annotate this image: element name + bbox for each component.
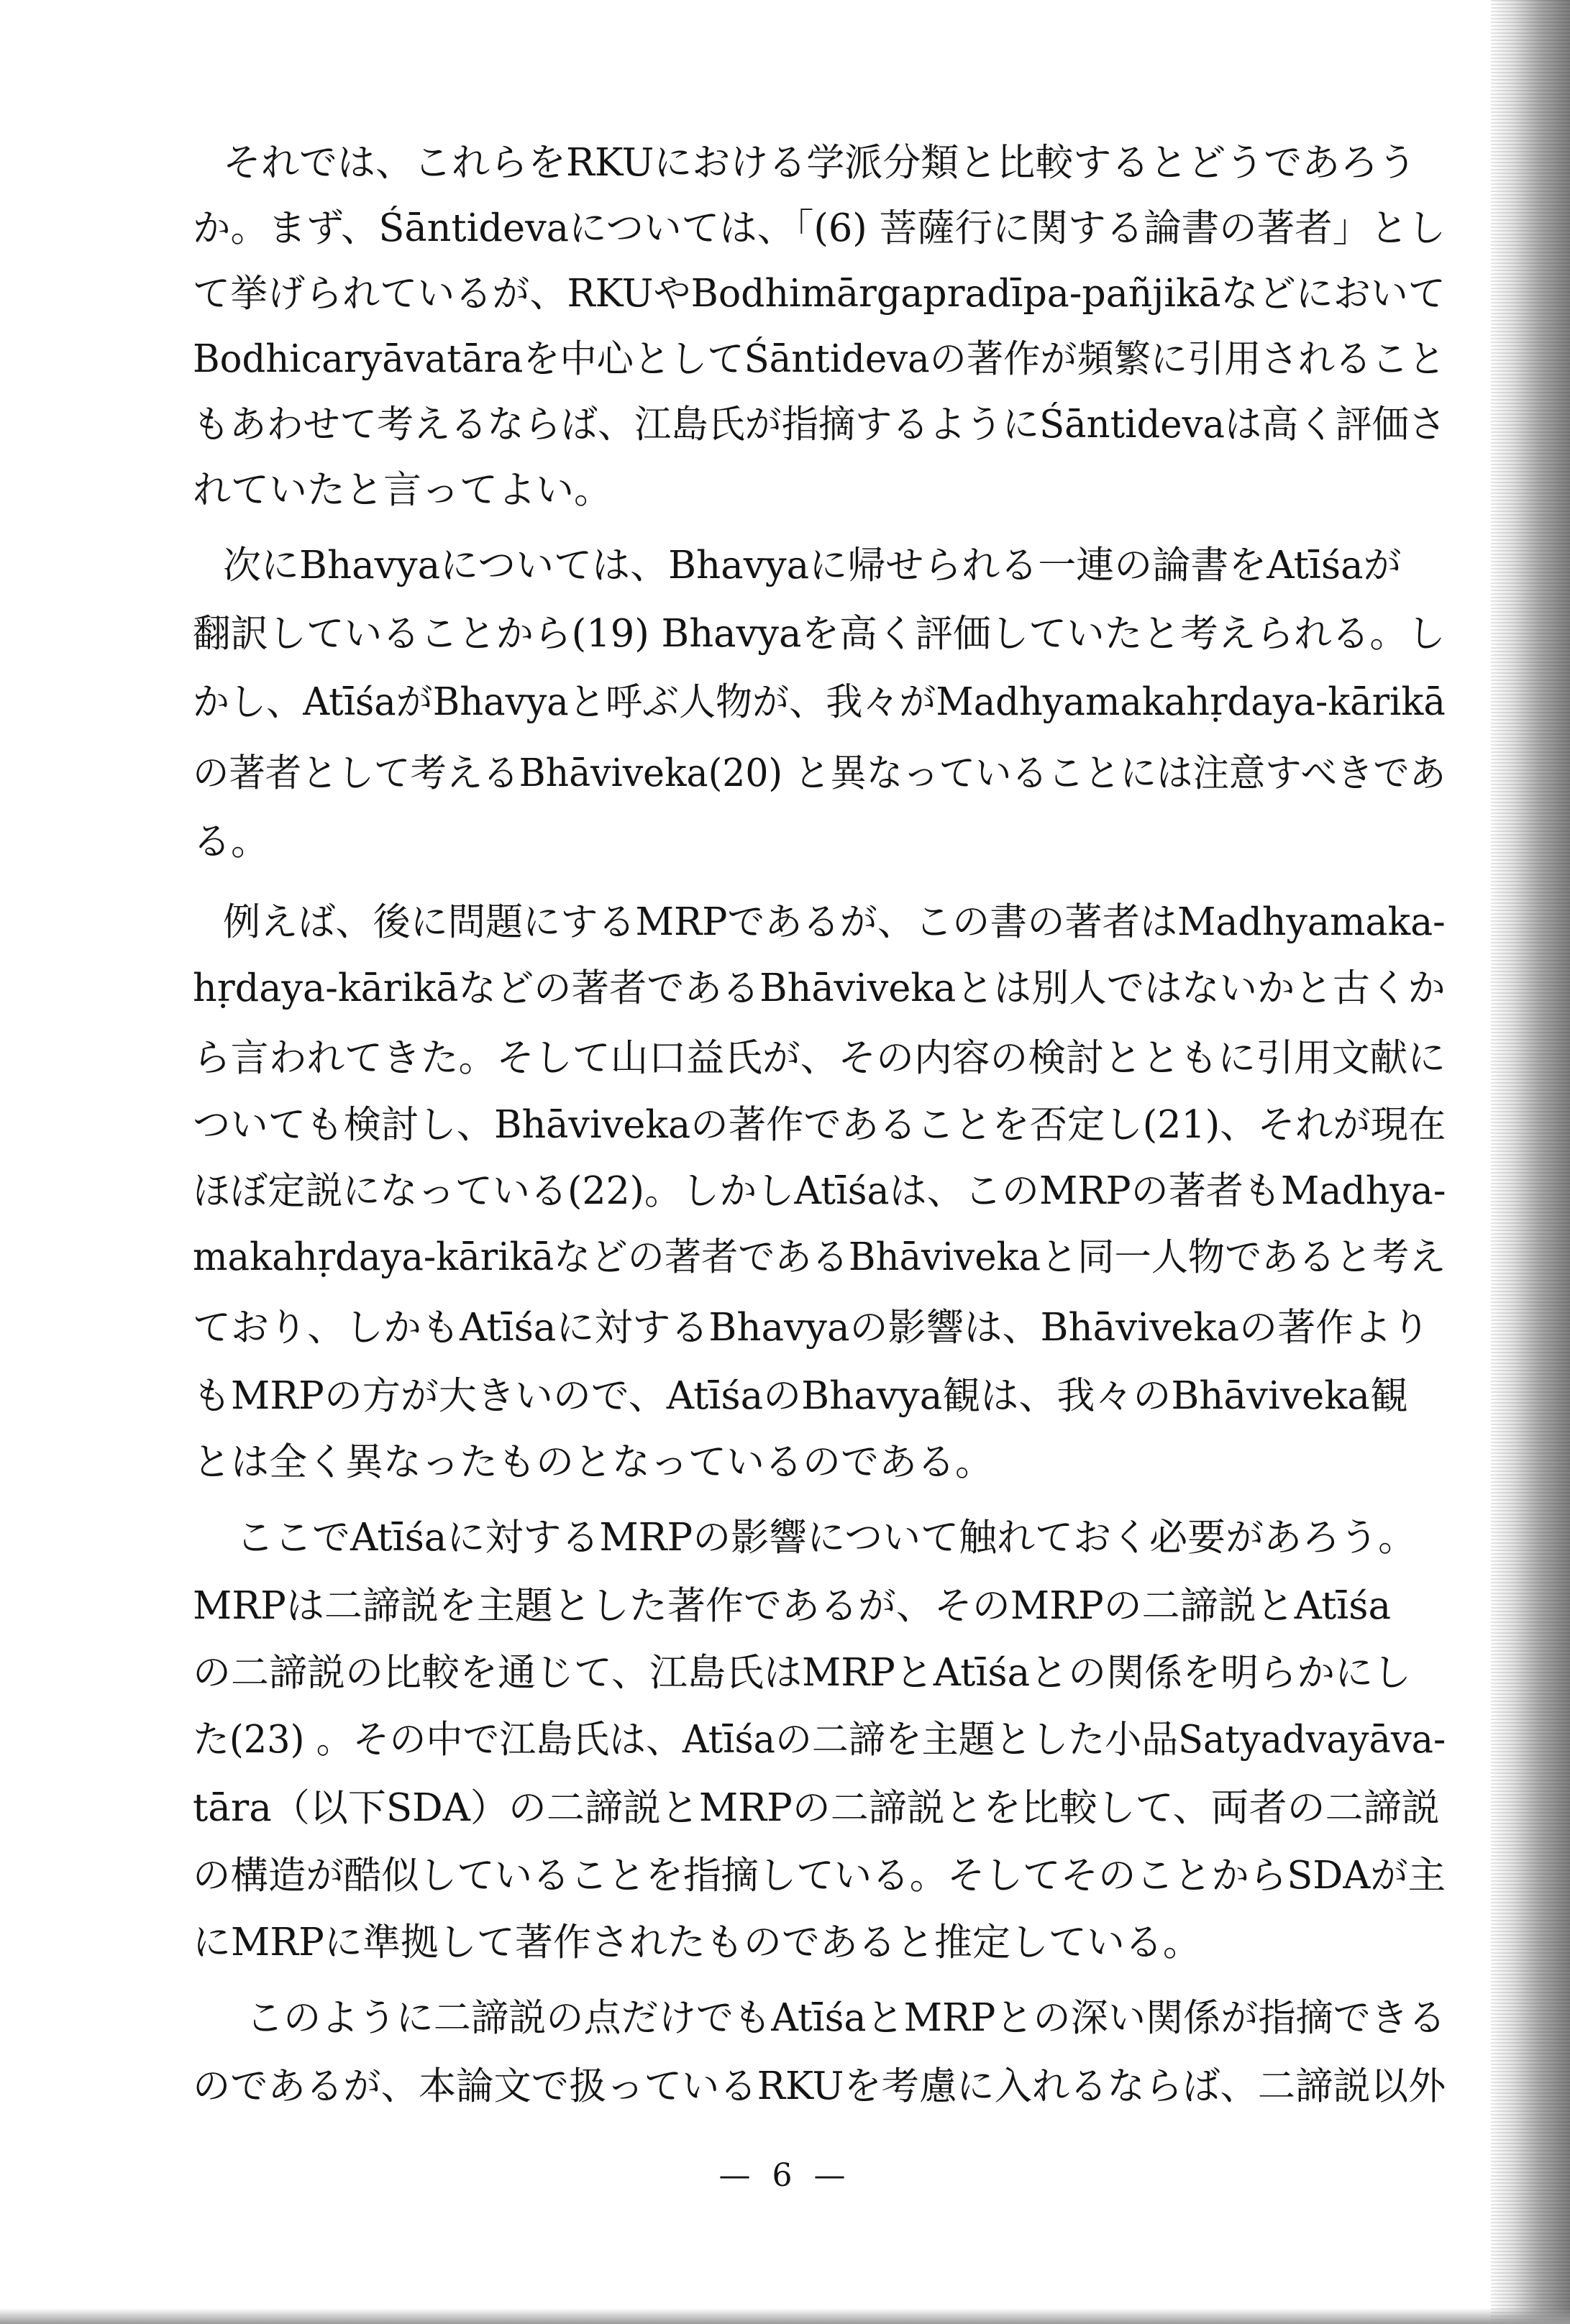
text-line: 翻訳していることから(19) Bhavyaを高く評価していたと考えられる。し [193,612,1446,656]
text-line: た(23) 。その中で江島氏は、Atīśaの二諦を主題とした小品Satyadvayāva- [193,1718,1446,1762]
scan-bottom-edge [0,2308,1570,2324]
text-line: makahṛdaya-kārikāなどの著者であるBhāvivekaと同一人物であると考え [193,1235,1446,1279]
text-line: かし、AtīśaがBhavyaと呼ぶ人物が、我々がMadhyamakahṛdaya-kārikā [193,680,1446,724]
text-line: このように二諦説の点だけでもAtīśaとMRPとの深い関係が指摘できる [246,1996,1446,2040]
scan-shadow-edge [1491,0,1570,2324]
text-line: のであるが、本論文で扱っているRKUを考慮に入れるならば、二諦説以外 [193,2064,1446,2108]
text-line: ここでAtīśaに対するMRPの影響について触れておく必要があろう。 [236,1516,1417,1560]
text-line: か。まず、Śāntidevaについては、「(6) 菩薩行に関する論書の著者」とし [193,206,1446,250]
text-line: ほぼ定説になっている(22)。しかしAtīśaは、このMRPの著者もMadhya- [193,1169,1446,1213]
text-line: それでは、これらをRKUにおける学派分類と比較するとどうであろう [223,141,1417,185]
text-line: ついても検討し、Bhāvivekaの著作であることを否定し(21)、それが現在 [193,1103,1446,1147]
text-line: 例えば、後に問題にするMRPであるが、この書の著者はMadhyamaka- [223,900,1446,944]
text-line: とは全く異なったものとなっているのである。 [193,1440,993,1484]
text-line: の構造が酷似していることを指摘している。そしてそのことからSDAが主 [193,1854,1446,1898]
text-line: ら言われてきた。そして山口益氏が、その内容の検討とともに引用文献に [193,1036,1446,1080]
text-line: ており、しかもAtīśaに対するBhavyaの影響は、Bhāvivekaの著作より [193,1306,1430,1350]
text-line: もあわせて考えるならば、江島氏が指摘するようにŚāntidevaは高く評価さ [193,403,1446,447]
text-line: の著者として考えるBhāviveka(20) と異なっていることには注意すべきであ [193,751,1446,795]
text-line: もMRPの方が大きいので、AtīśaのBhavya観は、我々のBhāviveka観 [193,1374,1408,1418]
text-line: の二諦説の比較を通じて、江島氏はMRPとAtīśaとの関係を明らかにし [193,1651,1412,1695]
text-line: にMRPに準拠して著作されたものであると推定している。 [193,1921,1201,1964]
text-line: MRPは二諦説を主題とした著作であるが、そのMRPの二諦説とAtīśa [193,1584,1392,1628]
text-line: tāra（以下SDA）の二諦説とMRPの二諦説とを比較して、両者の二諦説 [193,1786,1440,1830]
text-line: る。 [193,820,269,864]
page-number: — 6 — [718,2157,852,2194]
text-line: hṛdaya-kārikāなどの著者であるBhāvivekaとは別人ではないかと古くか [193,966,1446,1010]
text-line: れていたと言ってよい。 [193,468,612,512]
text-line: Bodhicaryāvatāraを中心としてŚāntidevaの著作が頻繁に引用されること [193,337,1446,381]
text-line: て挙げられているが、RKUやBodhimārgapradīpa-pañjikāなどにおいて [193,272,1446,316]
text-line: 次にBhavyaについては、Bhavyaに帰せられる一連の論書をAtīśaが [223,544,1402,587]
